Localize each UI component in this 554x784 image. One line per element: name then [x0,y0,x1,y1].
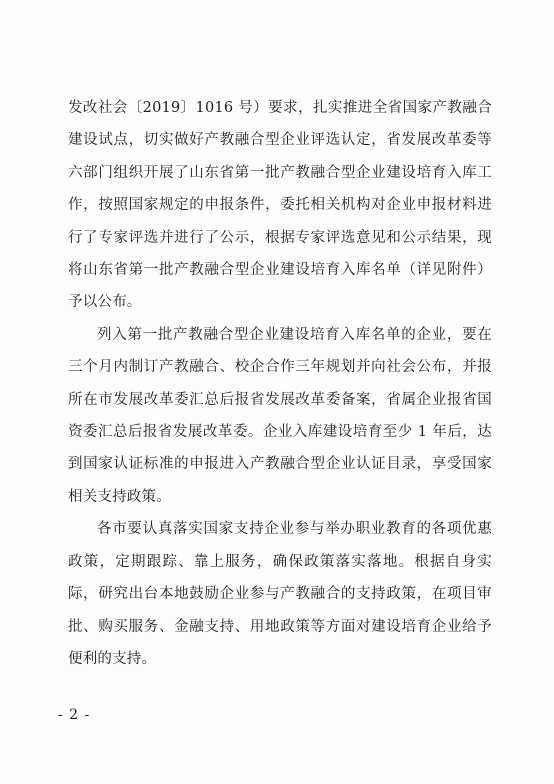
page-number: - 2 - [58,707,91,723]
paragraph-enterprise-requirements: 列入第一批产教融合型企业建设培育入库名单的企业，要在三个月内制订产教融合、校企合作三年规划并向社会公布，并报所在市发展改革委汇总后报省发展改革委备案，省属企业报省国资委汇总后报省发展改革委。企业入库建设培育至少 1 年后，达到国家认证标准的申报进入产教融合型企业认证目录，享受国家相关支持政策。 [68,326,492,505]
paragraph-city-policies: 各市要认真落实国家支持企业参与举办职业教育的各项优惠政策，定期跟踪、靠上服务，确保政策落实落地。根据自身实际，研究出台本地鼓励企业参与产教融合的支持政策，在项目审批、购买服务、金融支持、用地政策等方面对建设培育企业给予便利的支持。 [68,521,492,667]
document-body [68,92,492,675]
paragraph-continuation: 发改社会〔2019〕1016 号）要求，扎实推进全省国家产教融合建设试点，切实做好产教融合型企业评选认定，省发展改革委等六部门组织开展了山东省第一批产教融合型企业建设培育入库工作，按照国家规定的申报条件，委托相关机构对企业申报材料进行了专家评选并进行了公示，根据专家评选意见和公示结果，现将山东省第一批产教融合型企业建设培育入库名单（详见附件）予以公布。 [68,100,492,311]
